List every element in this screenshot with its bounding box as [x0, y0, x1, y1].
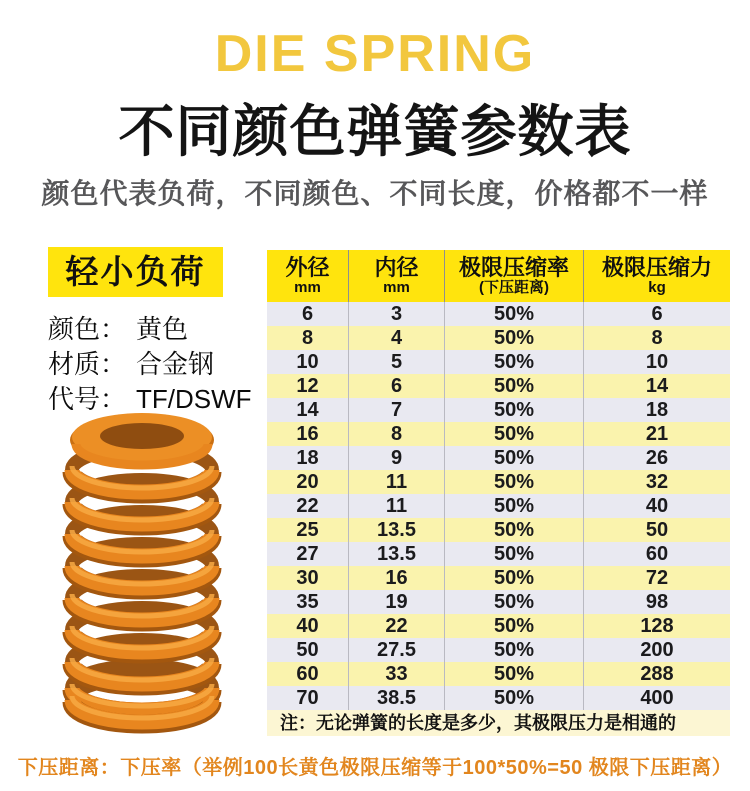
load-badge: 轻小负荷 — [48, 247, 223, 297]
table-cell: 50% — [445, 398, 584, 422]
table-cell: 98 — [645, 591, 669, 613]
footer-note: 下压距离：下压率（举例100长黄色极限压缩等于100*50%=50 极限下压距离） — [17, 757, 733, 779]
table-cell: 50% — [445, 638, 584, 662]
table-cell: 26 — [645, 447, 669, 469]
header-title: 极限压缩率 — [458, 255, 569, 280]
table-cell: 5 — [349, 350, 445, 374]
table-cell: 21 — [645, 423, 669, 445]
table-cell: 13.5 — [349, 542, 445, 566]
table-cell: 50% — [445, 614, 584, 638]
table-row — [267, 638, 730, 662]
table-row — [267, 686, 730, 710]
table-cell: 13.5 — [349, 518, 445, 542]
table-cell: 8 — [267, 326, 349, 350]
table-cell: 60 — [645, 543, 669, 565]
table-row — [267, 350, 730, 374]
header-cell — [267, 250, 349, 302]
table-cell: 11 — [349, 470, 445, 494]
table-cell: 128 — [640, 615, 674, 637]
spring-photo — [36, 400, 250, 734]
spec-table — [267, 250, 730, 736]
table-header-row — [267, 250, 730, 302]
spec-label: 材质： — [48, 349, 127, 379]
table-cell: 16 — [349, 566, 445, 590]
table-body — [267, 302, 730, 710]
spring-top-ring — [70, 413, 214, 466]
table-cell: 18 — [267, 446, 349, 470]
table-row — [267, 614, 730, 638]
table-cell: 38.5 — [349, 686, 445, 710]
table-cell: 50 — [645, 519, 669, 541]
orange-spring-image — [36, 400, 250, 734]
table-cell: 10 — [645, 351, 669, 373]
table-cell: 12 — [267, 374, 349, 398]
table-cell: 70 — [267, 686, 349, 710]
header-unit: (下压距离) — [479, 279, 549, 296]
table-cell: 33 — [349, 662, 445, 686]
header-unit: kg — [648, 279, 666, 296]
table-cell: 50% — [445, 446, 584, 470]
table-cell: 50% — [445, 686, 584, 710]
table-cell: 40 — [645, 495, 669, 517]
table-row — [267, 566, 730, 590]
table-note: 注：无论弹簧的长度是多少，其极限压力是相通的 — [267, 710, 730, 736]
table-cell: 16 — [267, 422, 349, 446]
header-title: 极限压缩力 — [601, 255, 712, 280]
table-cell: 11 — [349, 494, 445, 518]
table-cell: 30 — [267, 566, 349, 590]
header-cell — [445, 250, 584, 302]
table-cell: 50% — [445, 542, 584, 566]
table-cell: 22 — [349, 614, 445, 638]
table-row — [267, 494, 730, 518]
table-row — [267, 398, 730, 422]
header-unit: mm — [383, 279, 410, 296]
header-unit: mm — [294, 279, 321, 296]
table-row — [267, 302, 730, 326]
table-cell: 72 — [645, 567, 669, 589]
table-cell: 7 — [349, 398, 445, 422]
table-row — [267, 662, 730, 686]
table-cell: 32 — [645, 471, 669, 493]
table-cell: 50% — [445, 374, 584, 398]
table-cell: 14 — [267, 398, 349, 422]
spec-value: 合金钢 — [136, 349, 215, 379]
table-cell: 40 — [267, 614, 349, 638]
table-cell: 19 — [349, 590, 445, 614]
table-cell: 10 — [267, 350, 349, 374]
spec-label: 代号： — [48, 384, 127, 414]
table-cell: 50% — [445, 422, 584, 446]
spec-line — [48, 312, 258, 347]
table-cell: 6 — [651, 303, 663, 325]
table-row — [267, 590, 730, 614]
table-cell: 50% — [445, 302, 584, 326]
header-cell — [584, 250, 730, 302]
header-title: 内径 — [374, 255, 419, 280]
spec-line — [48, 347, 258, 382]
table-cell: 27 — [267, 542, 349, 566]
table-row — [267, 446, 730, 470]
table-cell: 50% — [445, 566, 584, 590]
table-cell: 400 — [640, 687, 674, 709]
table-cell: 27.5 — [349, 638, 445, 662]
table-row — [267, 542, 730, 566]
table-cell: 4 — [349, 326, 445, 350]
table-cell: 200 — [640, 639, 674, 661]
table-cell: 6 — [267, 302, 349, 326]
table-row — [267, 374, 730, 398]
table-cell: 18 — [645, 399, 669, 421]
table-cell: 22 — [267, 494, 349, 518]
table-cell: 3 — [349, 302, 445, 326]
table-cell: 60 — [267, 662, 349, 686]
header-cell — [349, 250, 445, 302]
spec-label: 颜色： — [48, 314, 127, 344]
header-title: 外径 — [285, 255, 330, 280]
page-title: 不同颜色弹簧参数表 — [118, 100, 632, 163]
table-cell: 9 — [349, 446, 445, 470]
spec-value: 黄色 — [136, 314, 189, 344]
table-cell: 20 — [267, 470, 349, 494]
table-cell: 50 — [267, 638, 349, 662]
table-cell: 50% — [445, 518, 584, 542]
table-cell: 288 — [640, 663, 674, 685]
table-row — [267, 422, 730, 446]
table-cell: 25 — [267, 518, 349, 542]
title-en: DIE SPRING — [214, 25, 536, 83]
table-cell: 6 — [349, 374, 445, 398]
table-cell: 50% — [445, 326, 584, 350]
table-cell: 8 — [651, 327, 663, 349]
table-cell: 50% — [445, 470, 584, 494]
table-cell: 50% — [445, 350, 584, 374]
table-cell: 50% — [445, 494, 584, 518]
table-cell: 35 — [267, 590, 349, 614]
spec-value: TF/DSWF — [136, 384, 252, 414]
table-cell: 8 — [349, 422, 445, 446]
table-row — [267, 326, 730, 350]
table-cell: 50% — [445, 662, 584, 686]
subtitle: 颜色代表负荷，不同颜色、不同长度，价格都不一样 — [41, 178, 709, 209]
table-row — [267, 518, 730, 542]
table-cell: 14 — [645, 375, 669, 397]
table-cell: 50% — [445, 590, 584, 614]
table-row — [267, 470, 730, 494]
